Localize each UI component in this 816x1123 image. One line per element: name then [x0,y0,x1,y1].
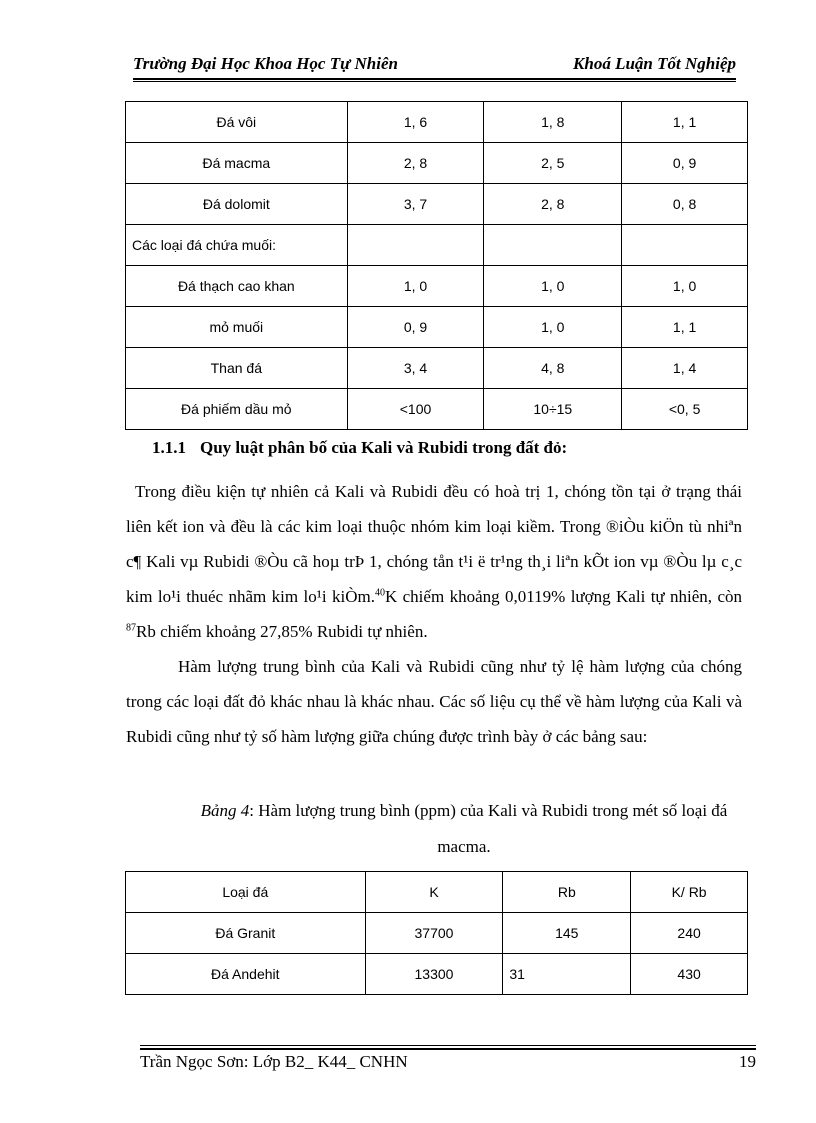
paragraph-content: Hàm lượng trung bình của Kali và Rubidi cũng như tỷ lệ hàm lượng của chóng trong các loại đất đỏ khác nhau là khác nhau. Các số liệu cụ thể về hàm lượng của Kali và Rubidi cũng như tỷ số hàm lượng giữa chúng được trình bày ở các bảng sau: [126,657,742,746]
superscript-mass: 87 [126,622,136,634]
table-cell: Đá phiếm dầu mỏ [126,389,348,430]
table-cell: 10÷15 [484,389,622,430]
table-cell: 430 [631,954,748,995]
table-cell: 1, 8 [484,102,622,143]
page-footer [140,1052,756,1072]
table-row [126,913,748,954]
table-header-row [126,872,748,913]
header-thesis-title: Khoá Luận Tốt Nghiệp [573,54,736,73]
page-number: 19 [739,1052,756,1071]
table-cell: Đá dolomit [126,184,348,225]
table-cell: <100 [347,389,484,430]
table-cell: 1, 6 [347,102,484,143]
table-row [126,266,748,307]
table-cell: mỏ muối [126,307,348,348]
table-cell: 0, 9 [622,143,748,184]
table-cell: 1, 0 [484,307,622,348]
table-cell [347,225,484,266]
column-header: K/ Rb [631,872,748,913]
table-cell: 0, 9 [347,307,484,348]
table-cell: 1, 1 [622,307,748,348]
footer-rule [140,1048,756,1050]
caption-label: Bảng 4 [200,801,250,820]
header-rule-thin [133,81,736,82]
table-row [126,102,748,143]
column-header: K [365,872,503,913]
table-cell: 2, 8 [484,184,622,225]
table-cell: 31 [503,954,631,995]
table-cell: 1, 0 [484,266,622,307]
table-cell: Than đá [126,348,348,389]
table-row [126,954,748,995]
paragraph-text: Trong điều kiện tự nhiên cả Kali và Rubidi đều có hoà trị 1, chóng tồn tại ở trạng thái liên kết ion và đều là các kim loại thuộc nhóm kim loại kiềm. Trong ®iÒu kiÖn tù nhiªn c¶ Kali vµ Rubidi ®Òu cã hoµ trÞ 1, chóng tån t¹i ë tr¹ng th¸i liªn kÕt ion vµ ®Òu lµ c¸c kim lo¹i thuéc nhãm kim lo¹i kiÒm. [126,482,742,606]
table-cell: Đá Granit [126,913,366,954]
footer-author: Trần Ngọc Sơn: Lớp B2_ K44_ CNHN [140,1052,408,1071]
table-caption [126,793,742,865]
table-cell: 1, 0 [347,266,484,307]
table-cell: Đá thạch cao khan [126,266,348,307]
table-row [126,348,748,389]
table-cell: Đá Andehit [126,954,366,995]
header-school: Trường Đại Học Khoa Học Tự Nhiên [133,54,398,73]
table-cell: Các loại đá chứa muối: [126,225,348,266]
magma-rock-table [125,871,748,995]
caption-text: : Hàm lượng trung bình (ppm) của Kali và Rubidi trong mét số loại đá macma. [249,801,728,856]
table-row [126,143,748,184]
table-cell: 3, 4 [347,348,484,389]
section-number: 1.1.1 [152,438,186,457]
paragraph-text: K chiếm khoảng 0,0119% lượng Kali tự nhiên, còn [384,587,742,606]
table-cell: 13300 [365,954,503,995]
superscript-mass: 40 [374,587,385,599]
table-cell: Đá macma [126,143,348,184]
section-title: Quy luật phân bố của Kali và Rubidi trong đất đỏ: [200,438,568,457]
table-cell: 2, 5 [484,143,622,184]
table-cell: 4, 8 [484,348,622,389]
table-cell [484,225,622,266]
table-row [126,307,748,348]
page-header [133,52,736,76]
section-heading [152,438,567,458]
table-cell: 2, 8 [347,143,484,184]
table-row [126,225,748,266]
table-cell: 240 [631,913,748,954]
column-header: Loại đá [126,872,366,913]
footer-rule-thin [140,1045,756,1046]
table-cell: 145 [503,913,631,954]
header-rule [133,78,736,80]
table-cell: 37700 [365,913,503,954]
ratio-table-continued [125,101,748,430]
table-cell: 1, 1 [622,102,748,143]
table-cell: 3, 7 [347,184,484,225]
table-cell: 1, 4 [622,348,748,389]
table-cell [622,225,748,266]
table-cell: Đá vôi [126,102,348,143]
table-row [126,184,748,225]
paragraph-isotopes [126,474,742,649]
table-cell: <0, 5 [622,389,748,430]
column-header: Rb [503,872,631,913]
paragraph-text: Rb chiếm khoảng 27,85% Rubidi tự nhiên. [136,622,428,641]
table-row [126,389,748,430]
table-cell: 0, 8 [622,184,748,225]
table-cell: 1, 0 [622,266,748,307]
